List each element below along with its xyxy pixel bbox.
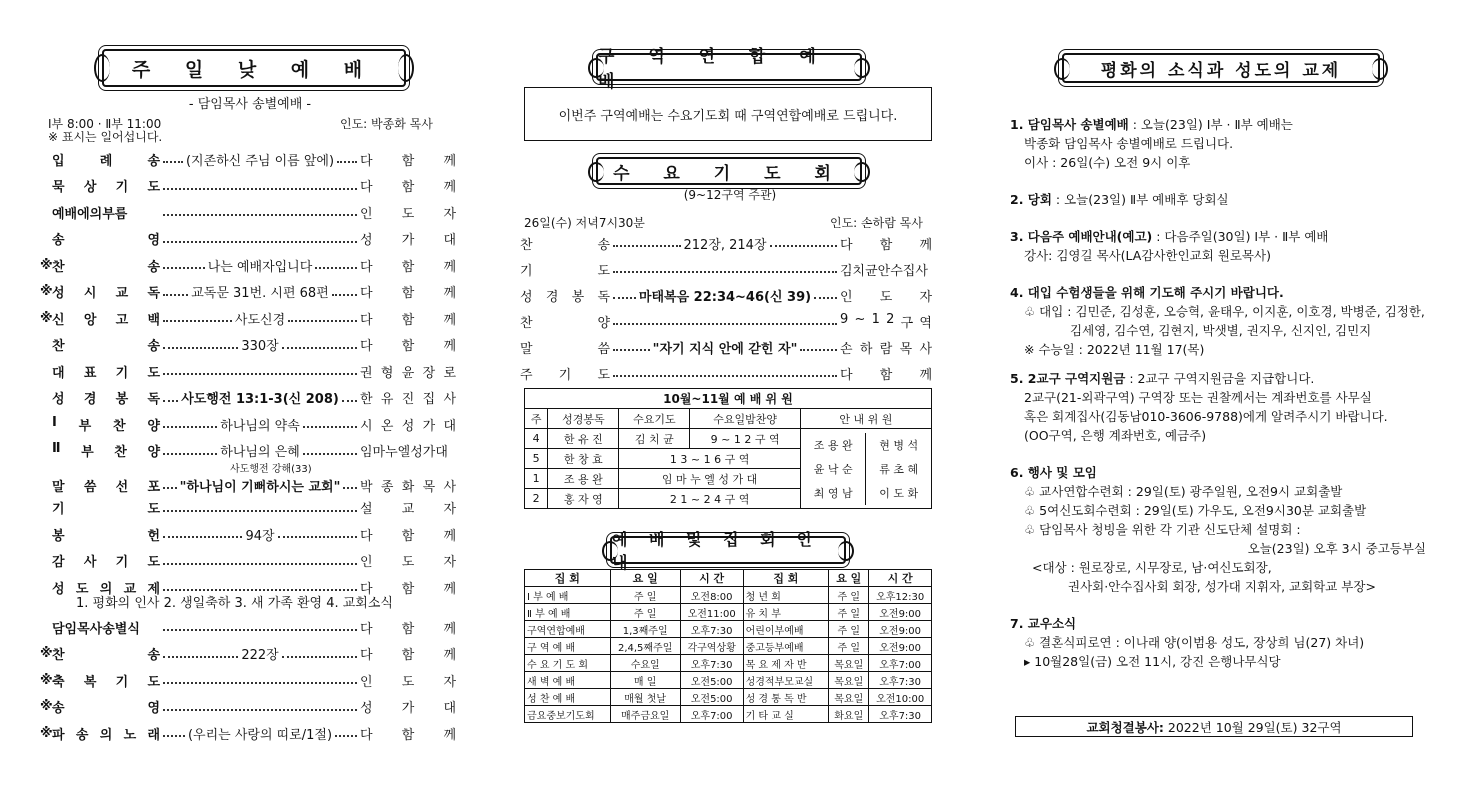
wednesday-row [520, 258, 932, 280]
duty-header: 수요기도 [619, 409, 690, 429]
row-content: (지존하신 주님 이름 앞에) [185, 153, 335, 169]
duty-cell: 임 마 누 엘 성 가 대 [619, 469, 801, 489]
service-row [40, 550, 456, 572]
banner-title: 평화의 소식과 성도의 교제 [1100, 60, 1342, 81]
news-text: : 오늘(23일) Ⅱ부 예배후 당회실 [1051, 192, 1229, 207]
banner-title: 주 일 낮 예 배 [131, 58, 377, 81]
news-text: : 2교구 구역지원금을 지급합니다. [1125, 371, 1315, 386]
row-content: 교독문 31번. 시편 68편 [191, 286, 329, 301]
duty-header: 수요일밤찬양 [690, 409, 801, 429]
schedule-row [525, 604, 932, 621]
news-item [1010, 614, 1430, 671]
service-row [40, 281, 456, 303]
row-label: 대 표 기 도 [52, 365, 160, 381]
news-heading: 5. 2교구 구역지원금 [1010, 371, 1126, 386]
district-worship-banner [596, 47, 862, 92]
row-content: 222장 [241, 648, 279, 663]
row-content: 사도신경 [234, 312, 286, 328]
service-row [40, 201, 456, 223]
news-item [1010, 463, 1430, 596]
row-label: 신 앙 고 백 [52, 312, 160, 328]
schedule-cell: 금요중보기도회 [525, 706, 611, 723]
service-row [40, 175, 456, 197]
row-performer: 다 함 께 [360, 648, 456, 663]
row-performer: 한 유 진 집 사 [360, 392, 456, 407]
news-list [1010, 115, 1430, 689]
row-performer: 다 함 께 [360, 339, 456, 354]
duty-table [524, 388, 932, 509]
schedule-cell: 오후7:30 [680, 655, 743, 672]
schedule-row [525, 655, 932, 672]
usher: 이 도 화 [879, 486, 919, 500]
row-label: 찬 송 [52, 648, 160, 663]
news-text: : 다음주일(30일) Ⅰ부 · Ⅱ부 예배 [1152, 229, 1329, 244]
news-heading: 6. 행사 및 모임 [1010, 465, 1097, 480]
wednesday-row [520, 336, 932, 358]
schedule-cell: 유 치 부 [743, 604, 829, 621]
schedule-banner [610, 530, 846, 572]
news-line: 강사: 김영길 목사(LA감사한인교회 원로목사) [1024, 248, 1271, 263]
banner-title: 구 역 연 합 예 배 [598, 47, 830, 92]
schedule-cell: 매주금요일 [610, 706, 680, 723]
row-content: (우리는 사랑의 띠로/1절) [187, 727, 333, 743]
schedule-cell: Ⅱ 부 예 배 [525, 604, 611, 621]
schedule-cell: 오전9:00 [869, 604, 932, 621]
news-line: (OO구역, 은행 계좌번호, 예금주) [1024, 428, 1207, 443]
row-content: 하나님의 은혜 [220, 445, 300, 460]
news-item [1010, 190, 1430, 209]
row-label: 성 경 봉 독 [520, 289, 610, 305]
news-line: ♧ 교사연합수련회 : 29일(토) 광주일원, 오전9시 교회출발 [1024, 484, 1343, 499]
wednesday-time: 26일(수) 저녁7시30분 [524, 216, 645, 230]
standing-mark: ※ [40, 725, 53, 741]
news-line: 박종화 담임목사 송별예배로 드립니다. [1024, 136, 1234, 151]
news-heading: 3. 다음주 예배안내(예고) [1010, 229, 1153, 244]
schedule-row [525, 672, 932, 689]
news-line: ♧ 5여신도회수련회 : 29일(토) 가우도, 오전9시30분 교회출발 [1024, 503, 1367, 518]
schedule-cell: 오전5:00 [680, 672, 743, 689]
row-label: 말 씀 [520, 341, 610, 357]
row-label: 기 도 [52, 502, 160, 517]
schedule-row [525, 621, 932, 638]
row-content: 212장, 214장 [683, 237, 767, 253]
row-label: 입 례 송 [52, 153, 160, 169]
duty-cell: 1 [525, 469, 548, 489]
duty-cell: 홍 자 영 [548, 489, 619, 509]
row-label: 성 시 교 독 [52, 286, 160, 301]
news-item [1010, 369, 1430, 445]
row-content: 나는 예배자입니다 [207, 259, 313, 275]
row-content: 하나님의 약속 [220, 418, 300, 434]
schedule-cell: 어린이부예배 [743, 621, 829, 638]
news-line: 오늘(23일) 오후 3시 중고등부실 [1247, 541, 1426, 556]
standing-mark: ※ [40, 672, 53, 688]
schedule-cell: 오후7:00 [869, 655, 932, 672]
schedule-header: 요 일 [829, 570, 869, 587]
service-row [40, 497, 456, 519]
schedule-cell: 1,3째주일 [610, 621, 680, 638]
standing-mark: ※ [40, 257, 53, 273]
schedule-cell: 오후7:30 [869, 672, 932, 689]
row-performer: 성 가 대 [360, 233, 456, 248]
schedule-cell: 주 일 [610, 587, 680, 604]
news-heading: 2. 당회 [1010, 192, 1052, 207]
row-performer: 다 함 께 [360, 153, 456, 169]
schedule-cell: 오후7:00 [680, 706, 743, 723]
wednesday-row [520, 362, 932, 384]
row-performer: 다 함 께 [360, 621, 456, 637]
usher: 류 초 혜 [879, 462, 919, 476]
row-label: 찬 송 [52, 339, 160, 354]
row-label: 봉 헌 [52, 528, 160, 544]
duty-cell: 한 창 효 [548, 449, 619, 469]
row-content: 마태복음 22:34~46(신 39) [638, 289, 812, 305]
row-label: 기 도 [520, 263, 610, 279]
schedule-row [525, 638, 932, 655]
service-row [40, 523, 456, 545]
duty-cell: 5 [525, 449, 548, 469]
row-performer: 설 교 자 [360, 502, 456, 517]
worship-subtitle: - 담임목사 송별예배 - [188, 97, 312, 112]
schedule-cell: 중고등부예배 [743, 638, 829, 655]
schedule-cell: 주 일 [829, 604, 869, 621]
row-label: 찬 양 [520, 315, 610, 331]
row-label: 담임목사송별식 [52, 621, 140, 637]
row-label: 묵 상 기 도 [52, 180, 160, 195]
news-line: 이사 : 26일(수) 오전 9시 이후 [1024, 155, 1191, 170]
row-performer: 인 도 자 [360, 555, 456, 570]
service-row [40, 148, 456, 170]
service-row [40, 696, 456, 718]
schedule-cell: 새 벽 예 배 [525, 672, 611, 689]
schedule-cell: 목요일 [829, 655, 869, 672]
fellowship-items: 1. 평화의 인사 2. 생일축하 3. 새 가족 환영 4. 교회소식 [76, 596, 393, 611]
row-performer: 다 함 께 [360, 259, 456, 275]
usher: 현 병 석 [879, 438, 919, 452]
usher: 조 용 완 [801, 433, 866, 457]
schedule-cell: 주 일 [829, 587, 869, 604]
duty-title: 10월~11월 예 배 위 원 [525, 389, 932, 409]
row-performer: 권 형 윤 장 로 [360, 365, 456, 381]
news-heading: 4. 대입 수험생들을 위해 기도해 주시기 바랍니다. [1010, 285, 1284, 300]
schedule-cell: 주 일 [829, 638, 869, 655]
news-item [1010, 283, 1430, 359]
row-label: Ⅱ 부 찬 양 [52, 441, 160, 460]
row-label: 말 씀 선 포 [52, 479, 160, 495]
news-line: <대상 : 원로장로, 시무장로, 남·여신도회장, [1032, 560, 1272, 575]
duty-header: 성경봉독 [548, 409, 619, 429]
row-label: 파 송 의 노 래 [52, 727, 160, 743]
schedule-cell: 화요일 [829, 706, 869, 723]
row-content: 94장 [245, 528, 275, 544]
duty-cell: 조 용 완 [548, 469, 619, 489]
news-line: 김세영, 김수연, 김현지, 박샛별, 권지우, 신지인, 김민지 [1070, 323, 1372, 338]
banner-title: 예 배 및 집 회 안 내 [612, 530, 821, 572]
service-row [40, 228, 456, 250]
schedule-cell: 목 요 제 자 반 [743, 655, 829, 672]
sunday-worship-banner [102, 49, 406, 87]
news-banner [1062, 53, 1380, 83]
service-row [40, 413, 456, 435]
schedule-cell: 기 타 교 실 [743, 706, 829, 723]
duty-header: 주 [525, 409, 548, 429]
schedule-cell: 오후12:30 [869, 587, 932, 604]
service-row [40, 722, 456, 744]
schedule-table [524, 569, 932, 723]
schedule-cell: 성 경 통 독 반 [743, 689, 829, 706]
schedule-cell: 구역연합예배 [525, 621, 611, 638]
wednesday-row [520, 310, 932, 332]
row-performer: 다 함 께 [360, 528, 456, 544]
schedule-cell: 구 역 예 배 [525, 638, 611, 655]
wednesday-prayer-banner [596, 157, 862, 185]
row-performer: 다 함 께 [360, 312, 456, 328]
standing-mark: ※ [40, 699, 53, 714]
row-label: 축 복 기 도 [52, 674, 160, 690]
row-label: 찬 송 [520, 237, 610, 253]
row-label: 감 사 기 도 [52, 555, 160, 570]
row-label: 찬 송 [52, 259, 160, 275]
schedule-cell: 주 일 [610, 604, 680, 621]
service-row [40, 464, 456, 500]
row-content: 330장 [241, 339, 279, 354]
schedule-cell: 성 찬 예 배 [525, 689, 611, 706]
schedule-cell: 수요일 [610, 655, 680, 672]
standing-mark: ※ [40, 284, 53, 299]
row-label: 성 도 의 교 제 [52, 581, 160, 597]
service-row [40, 307, 456, 329]
duty-header: 안 내 위 원 [800, 409, 931, 429]
schedule-cell: 수 요 기 도 회 [525, 655, 611, 672]
schedule-cell: 성경적부모교실 [743, 672, 829, 689]
service-row [40, 643, 456, 665]
schedule-cell: 오후7:30 [869, 706, 932, 723]
schedule-cell: 오후7:30 [680, 621, 743, 638]
row-label: 송 영 [52, 233, 160, 248]
duty-cell: 2 1 ~ 2 4 구 역 [619, 489, 801, 509]
schedule-header: 집 회 [525, 570, 611, 587]
news-line: ♧ 담임목사 청빙을 위한 각 기관 신도단체 설명회 : [1024, 522, 1301, 537]
standing-note: ※ 표시는 일어섭니다. [48, 130, 163, 144]
schedule-cell: 오전11:00 [680, 604, 743, 621]
usher: 윤 낙 순 [801, 457, 866, 481]
standing-mark: ※ [40, 646, 53, 661]
news-text: : 오늘(23일) Ⅰ부 · Ⅱ부 예배는 [1128, 117, 1293, 132]
schedule-header: 요 일 [610, 570, 680, 587]
row-performer: 임마누엘성가대 [360, 445, 448, 460]
schedule-cell: Ⅰ 부 예 배 [525, 587, 611, 604]
schedule-cell: 2,4,5째주일 [610, 638, 680, 655]
service-row [40, 669, 456, 691]
news-line: 권사회·안수집사회 회장, 성가대 지휘자, 교회학교 부장> [1068, 579, 1376, 594]
schedule-cell: 오전8:00 [680, 587, 743, 604]
schedule-row [525, 706, 932, 723]
row-label: 예배에의부름 [52, 206, 128, 222]
wednesday-leader: 인도: 손하람 목사 [830, 216, 923, 230]
service-row [40, 334, 456, 356]
service-row [40, 440, 456, 462]
schedule-header: 시 간 [869, 570, 932, 587]
row-performer: 인 도 자 [840, 289, 932, 305]
usher: 최 영 남 [801, 481, 866, 505]
news-item [1010, 115, 1430, 172]
schedule-header: 시 간 [680, 570, 743, 587]
service-row [40, 616, 456, 638]
row-performer: 다 함 께 [840, 237, 932, 253]
schedule-cell: 주 일 [829, 621, 869, 638]
news-line: ♧ 결혼식피로연 : 이나래 양(이범용 성도, 장상희 님(27) 차녀) [1024, 635, 1365, 650]
schedule-row [525, 587, 932, 604]
duty-cell: 2 [525, 489, 548, 509]
row-performer: 손 하 람 목 사 [840, 341, 932, 357]
row-performer: 9 ~ 1 2 구 역 [840, 311, 932, 331]
row-performer: 김치균안수집사 [840, 263, 928, 279]
schedule-cell: 목요일 [829, 689, 869, 706]
row-label: 성 경 봉 독 [52, 392, 160, 407]
row-performer: 다 함 께 [360, 286, 456, 301]
row-label: 주 기 도 [520, 367, 610, 383]
district-notice: 이번주 구역예배는 수요기도회 때 구역연합예배로 드립니다. [524, 87, 932, 141]
wednesday-row [520, 232, 932, 254]
row-content: "하나님이 기뻐하시는 교회" [179, 479, 341, 495]
news-item [1010, 227, 1430, 265]
schedule-cell: 오전9:00 [869, 621, 932, 638]
service-times: Ⅰ부 8:00 · Ⅱ부 11:00 [48, 117, 162, 131]
row-performer: 다 함 께 [360, 727, 456, 743]
news-line: ♧ 대입 : 김민준, 김성훈, 오승혁, 윤태우, 이지훈, 이호경, 박병준, 김정한, [1024, 304, 1425, 319]
service-row [40, 387, 456, 409]
row-label: 송 영 [52, 701, 160, 716]
duty-cell: 한 유 진 [548, 429, 619, 449]
news-heading: 7. 교우소식 [1010, 616, 1077, 631]
service-row [40, 360, 456, 382]
service-row [40, 254, 456, 276]
cleaning-duty [1015, 716, 1413, 737]
schedule-cell: 오전5:00 [680, 689, 743, 706]
worship-leader: 인도: 박종화 목사 [340, 117, 433, 131]
row-performer: 시 온 성 가 대 [360, 418, 456, 434]
standing-mark: ※ [40, 310, 53, 326]
schedule-cell: 매월 첫날 [610, 689, 680, 706]
schedule-cell: 각구역상황 [680, 638, 743, 655]
schedule-cell: 청 년 회 [743, 587, 829, 604]
schedule-header: 집 회 [743, 570, 829, 587]
row-performer: 인 도 자 [360, 674, 456, 690]
wednesday-row [520, 284, 932, 306]
news-line: 혹은 회계집사(김동남010-3606-9788)에게 알려주시기 바랍니다. [1024, 409, 1388, 424]
duty-cell: 1 3 ~ 1 6 구 역 [619, 449, 801, 469]
news-line: 2교구(21-외곽구역) 구역장 또는 권찰께서는 계좌번호를 사무실 [1024, 390, 1372, 405]
duty-cell: 김 치 균 [619, 429, 690, 449]
news-line: ▸ 10월28일(금) 오전 11시, 강진 은행나무식당 [1024, 654, 1281, 669]
row-performer: 다 함 께 [360, 180, 456, 195]
schedule-cell: 목요일 [829, 672, 869, 689]
row-content: 사도행전 13:1-3(신 208) [181, 392, 339, 407]
schedule-cell: 매 일 [610, 672, 680, 689]
sermon-series: 사도행전 강해(33) [230, 464, 312, 475]
banner-title: 수 요 기 도 회 [613, 163, 845, 184]
row-performer: 다 함 께 [360, 581, 456, 597]
row-performer: 다 함 께 [840, 367, 932, 383]
schedule-cell: 오전9:00 [869, 638, 932, 655]
duty-row [525, 429, 932, 449]
cleaning-label: 교회청결봉사: [1086, 719, 1164, 735]
schedule-cell: 오전10:00 [869, 689, 932, 706]
row-performer: 박 종 화 목 사 [360, 479, 456, 495]
news-line: ※ 수능일 : 2022년 11월 17(목) [1024, 342, 1205, 357]
duty-cell: 9 ~ 1 2 구 역 [690, 429, 801, 449]
row-content: "자기 지식 안에 갇힌 자" [652, 341, 798, 357]
cleaning-text: 2022년 10월 29일(토) 32구역 [1167, 719, 1342, 735]
duty-cell: 4 [525, 429, 548, 449]
row-performer: 성 가 대 [360, 701, 456, 716]
news-heading: 1. 담임목사 송별예배 [1010, 117, 1129, 132]
schedule-row [525, 689, 932, 706]
row-performer: 인 도 자 [360, 206, 456, 222]
wednesday-subtitle: (9~12구역 주관) [683, 188, 777, 202]
row-label: Ⅰ 부 찬 양 [52, 414, 160, 434]
